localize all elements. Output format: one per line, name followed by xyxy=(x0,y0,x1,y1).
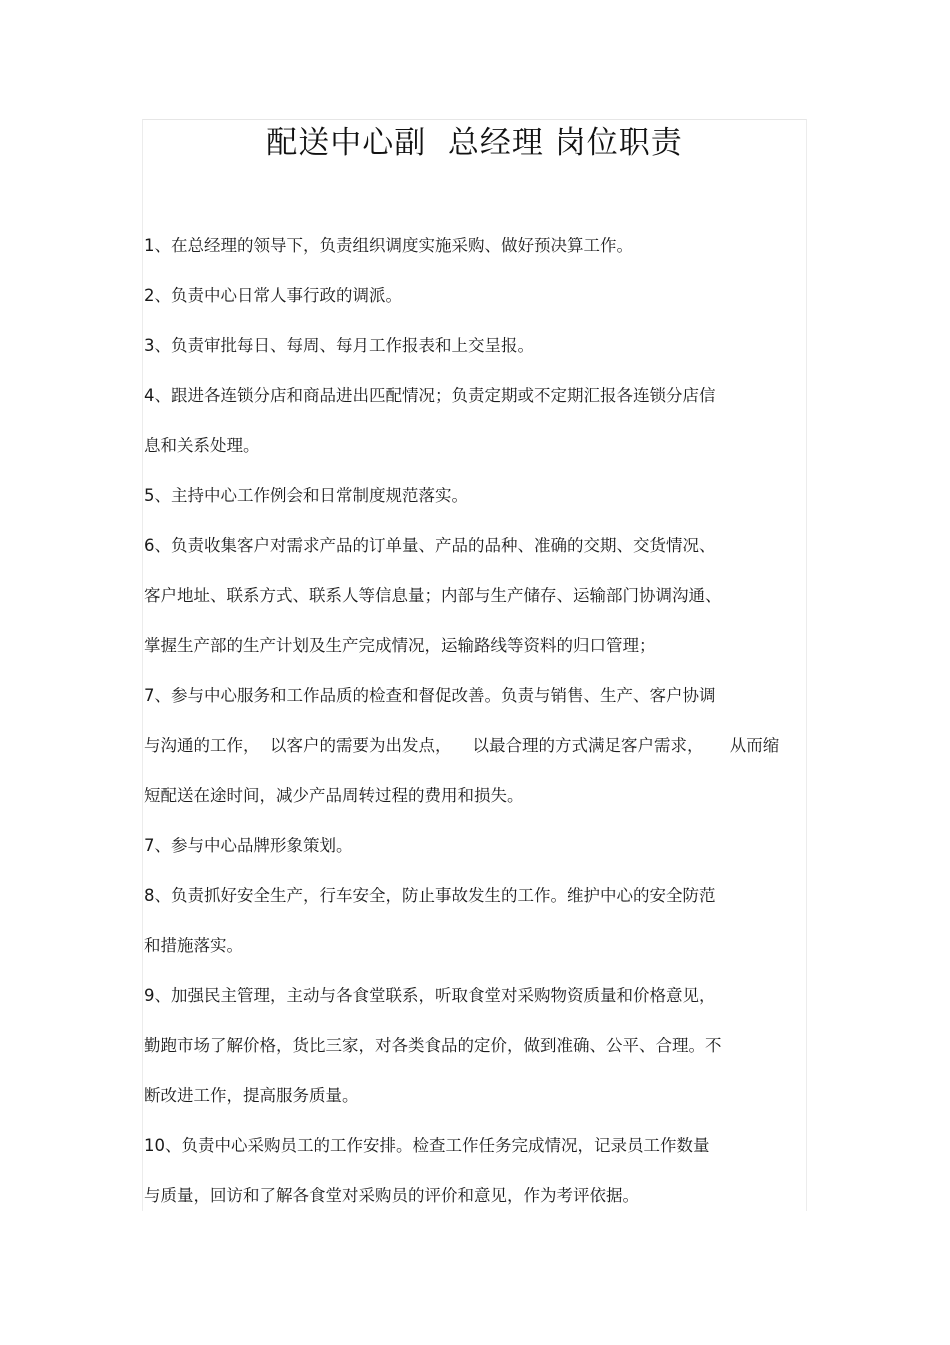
text-line: 与沟通的工作， 以客户的需要为出发点， 以最合理的方式满足客户需求， 从而缩 xyxy=(144,736,780,755)
text-line: 掌握生产部的生产计划及生产完成情况，运输路线等资料的归口管理； xyxy=(144,636,656,655)
document-body xyxy=(144,221,808,1221)
text-line: 5、主持中心工作例会和日常制度规范落实。 xyxy=(144,486,468,505)
text-line: 和措施落实。 xyxy=(144,936,243,955)
text-line: 8、负责抓好安全生产，行车安全，防止事故发生的工作。维护中心的安全防范 xyxy=(144,886,716,905)
document-title: 配送中心副 总经理 岗位职责 xyxy=(266,125,683,161)
text-line: 勤跑市场了解价格，货比三家，对各类食品的定价，做到准确、公平、合理。不 xyxy=(144,1036,722,1055)
text-line: 3、负责审批每日、每周、每月工作报表和上交呈报。 xyxy=(144,336,534,355)
text-line: 客户地址、联系方式、联系人等信息量；内部与生产储存、运输部门协调沟通、 xyxy=(144,586,722,605)
text-line: 6、负责收集客户对需求产品的订单量、产品的品种、准确的交期、交货情况、 xyxy=(144,536,716,555)
text-line: 与质量，回访和了解各食堂对采购员的评价和意见，作为考评依据。 xyxy=(144,1186,639,1205)
text-line: 短配送在途时间，减少产品周转过程的费用和损失。 xyxy=(144,786,524,805)
text-line: 息和关系处理。 xyxy=(144,436,260,455)
text-line: 9、加强民主管理，主动与各食堂联系，听取食堂对采购物资质量和价格意见， xyxy=(144,986,716,1005)
text-line: 7、参与中心服务和工作品质的检查和督促改善。负责与销售、生产、客户协调 xyxy=(144,686,716,705)
text-line: 7、参与中心品牌形象策划。 xyxy=(144,836,353,855)
text-line: 1、在总经理的领导下，负责组织调度实施采购、做好预决算工作。 xyxy=(144,236,633,255)
text-line: 4、跟进各连锁分店和商品进出匹配情况；负责定期或不定期汇报各连锁分店信 xyxy=(144,386,716,405)
text-line: 2、负责中心日常人事行政的调派。 xyxy=(144,286,402,305)
text-line: 断改进工作，提高服务质量。 xyxy=(144,1086,359,1105)
text-line: 10、负责中心采购员工的工作安排。检查工作任务完成情况，记录员工作数量 xyxy=(144,1136,710,1155)
